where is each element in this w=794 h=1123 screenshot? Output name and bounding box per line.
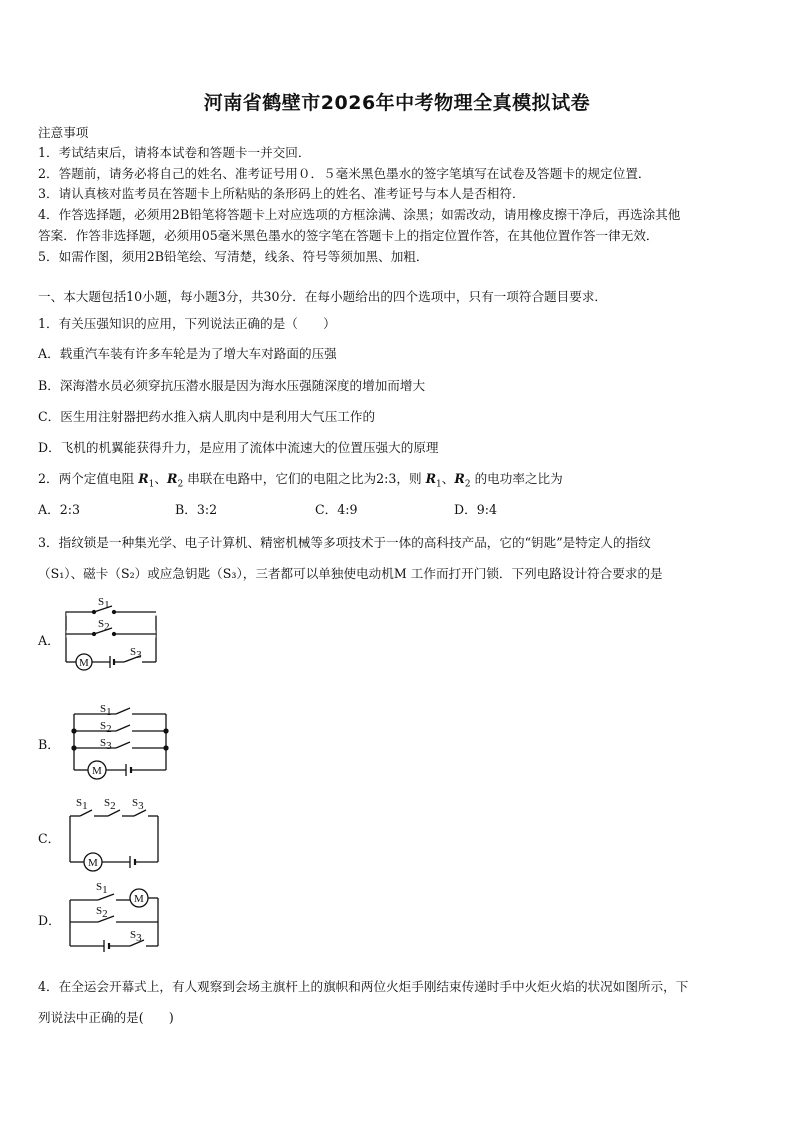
page-title: 河南省鹤壁市2026年中考物理全真模拟试卷 bbox=[203, 92, 591, 114]
q2-stem bbox=[38, 468, 563, 490]
q3-stem-line1: 3．指纹锁是一种集光学、电子计算机、精密机械等多项技术于一体的高科技产品，它的“钥匙”是特定人的指纹 bbox=[38, 535, 651, 550]
circuit-diagram-c bbox=[66, 794, 166, 874]
q2-option-b: B．3:2 bbox=[175, 502, 218, 517]
label-s2: S2 bbox=[96, 905, 108, 920]
notice-item-3: 3．请认真核对监考员在答题卡上所粘贴的条形码上的姓名、准考证号与本人是否相符． bbox=[38, 186, 525, 201]
q2-sep: 、 bbox=[441, 471, 455, 486]
q4-stem-line2: 列说法中正确的是( ) bbox=[38, 1010, 174, 1025]
r2-symbol: R bbox=[166, 471, 178, 486]
motor-label: M bbox=[88, 857, 98, 869]
q3-option-d-label: D． bbox=[38, 913, 61, 928]
q2-stem-c: 的电功率之比为 bbox=[470, 471, 563, 486]
notice-item-2: 2．答题前，请务必将自己的姓名、准考证号用０．５毫米黑色墨水的签字笔填写在试卷及答题卡的规定位置． bbox=[38, 166, 651, 181]
switch-s3 bbox=[116, 742, 130, 748]
notice-heading: 注意事项 bbox=[38, 125, 89, 140]
r1-symbol: R bbox=[138, 471, 149, 486]
label-s2: S2 bbox=[98, 618, 110, 633]
label-s3: S3 bbox=[130, 646, 142, 661]
r1-subscript: 1 bbox=[436, 479, 442, 490]
circuit-diagram-a bbox=[64, 596, 160, 680]
motor-label: M bbox=[134, 893, 144, 905]
label-s3: S3 bbox=[100, 737, 112, 752]
notice-item-5: 5．如需作图，须用2B铅笔绘、写清楚，线条、符号等须加黑、加粗． bbox=[38, 249, 429, 264]
q3-option-a-label: A． bbox=[38, 633, 60, 648]
r2-symbol: R bbox=[454, 471, 465, 486]
q2-stem-a: 2．两个定值电阻 bbox=[38, 471, 139, 486]
q1-stem: 1．有关压强知识的应用，下列说法正确的是（ ） bbox=[38, 316, 336, 331]
q3-option-c-label: C． bbox=[38, 831, 61, 846]
r2-subscript: 2 bbox=[177, 479, 184, 490]
notice-item-4: 4．作答选择题，必须用2B铅笔将答题卡上对应选项的方框涂满、涂黑；如需改动，请用橡皮擦干净后，再选涂其他 bbox=[38, 207, 681, 222]
section-heading: 一、本大题包括10小题，每小题3分，共30分．在每小题给出的四个选项中，只有一项符合题目要求． bbox=[38, 289, 608, 304]
motor-label: M bbox=[79, 657, 89, 669]
r2-subscript: 2 bbox=[464, 479, 471, 490]
label-s2: S2 bbox=[100, 720, 112, 735]
r1-symbol: R bbox=[425, 471, 437, 486]
switch-s2 bbox=[116, 725, 130, 731]
notice-item-4-cont: 答案．作答非选择题，必须用05毫米黑色墨水的签字笔在答题卡上的指定位置作答，在其他位置作答一律无效． bbox=[38, 228, 659, 243]
label-s1: S1 bbox=[76, 797, 88, 812]
q1-option-d: D．飞机的机翼能获得升力，是应用了流体中流速大的位置压强大的原理 bbox=[38, 440, 439, 455]
q2-stem-b: 串联在电路中，它们的电阻之比为2:3，则 bbox=[183, 471, 426, 486]
label-s3: S3 bbox=[130, 929, 142, 944]
label-s2: S2 bbox=[104, 797, 116, 812]
q4-stem-line1: 4．在全运会开幕式上，有人观察到会场主旗杆上的旗帜和两位火炬手刚结束传递时手中火炬火焰的状况如图所示，下 bbox=[38, 979, 689, 994]
q1-option-b: B．深海潜水员必须穿抗压潜水服是因为海水压强随深度的增加而增大 bbox=[38, 378, 426, 393]
switch-s1 bbox=[116, 708, 130, 714]
q3-option-b-label: B． bbox=[38, 737, 60, 752]
q1-option-c: C．医生用注射器把药水推入病人肌肉中是利用大气压工作的 bbox=[38, 409, 376, 424]
q1-option-a: A．载重汽车装有许多车轮是为了增大车对路面的压强 bbox=[38, 346, 337, 361]
label-s3: S3 bbox=[132, 797, 144, 812]
circuit-diagram-b bbox=[66, 700, 172, 782]
notice-item-1: 1．考试结束后，请将本试卷和答题卡一并交回． bbox=[38, 145, 311, 160]
q3-stem-line2: （S₁）、磁卡（S₂）或应急钥匙（S₃），三者都可以单独使电动机M 工作而打开门锁．下列电路设计符合要求的是 bbox=[38, 566, 663, 581]
q2-option-c: C．4:9 bbox=[315, 502, 358, 517]
q2-option-a: A．2:3 bbox=[38, 502, 80, 517]
label-s1: S1 bbox=[98, 596, 110, 611]
motor-label: M bbox=[92, 765, 102, 777]
q2-sep: 、 bbox=[154, 471, 167, 486]
label-s1: S1 bbox=[96, 881, 108, 896]
circuit-diagram-d bbox=[64, 878, 164, 956]
q2-option-d: D．9:4 bbox=[454, 502, 497, 517]
r1-subscript: 1 bbox=[148, 479, 155, 490]
label-s1: S1 bbox=[100, 703, 112, 718]
